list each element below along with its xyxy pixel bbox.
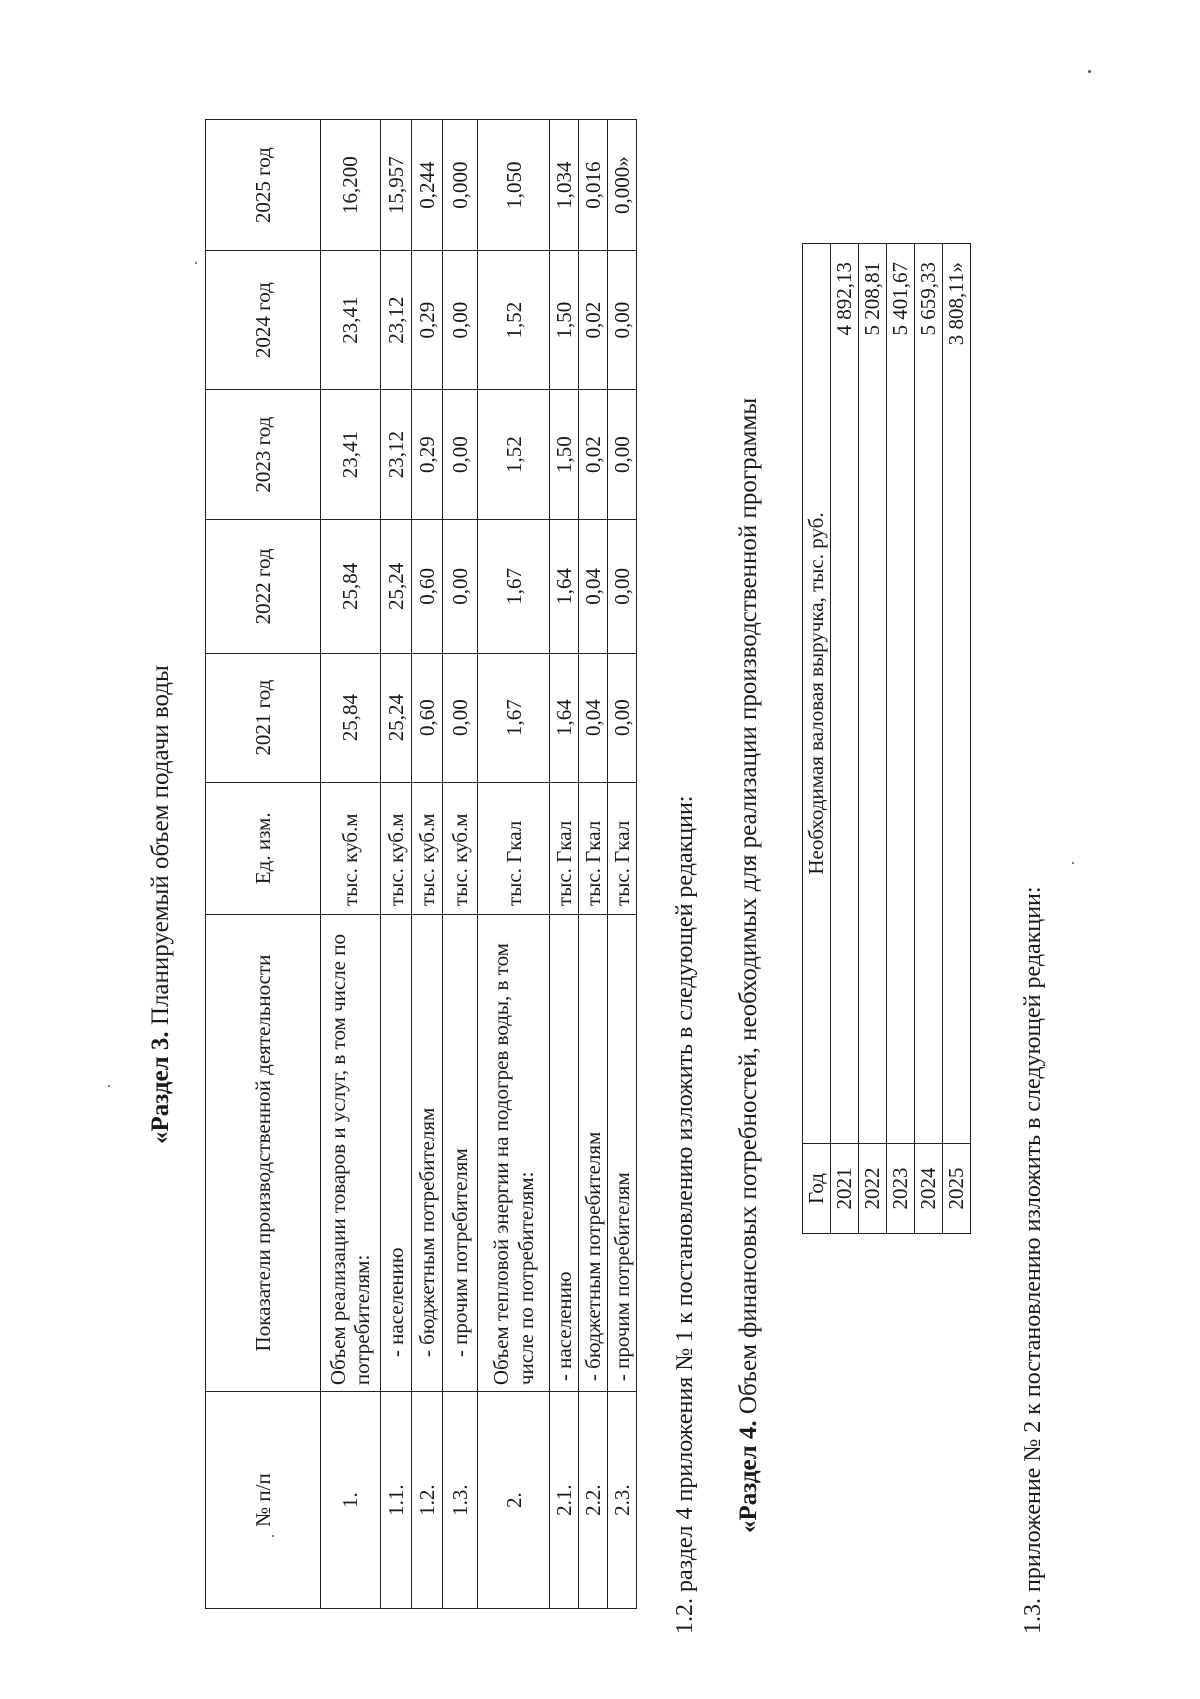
table-row xyxy=(579,120,608,1609)
row-value-2023: 0,00 xyxy=(442,390,477,520)
financial-table-header-row xyxy=(803,244,831,1234)
table-row xyxy=(915,244,943,1234)
row-value-2025: 1,050 xyxy=(477,120,549,251)
row-indicator: - бюджетным потребителям xyxy=(579,914,608,1391)
row-value-2024: 0,00 xyxy=(608,251,637,390)
row-revenue: 5 659,33 xyxy=(915,244,943,1144)
row-value-2023: 0,29 xyxy=(411,390,442,520)
row-value-2024: 23,41 xyxy=(321,251,381,390)
row-year: 2023 xyxy=(887,1144,915,1234)
row-year: 2022 xyxy=(859,1144,887,1234)
row-unit: тыс. Гкал xyxy=(477,782,549,914)
section3-title-rest: Планируемый объем подачи воды xyxy=(147,665,174,1032)
row-value-2021: 1,64 xyxy=(550,653,579,782)
table-row xyxy=(550,120,579,1609)
row-value-2025: 0,016 xyxy=(579,120,608,251)
water-supply-table xyxy=(205,119,637,1609)
row-value-2025: 0,244 xyxy=(411,120,442,251)
row-unit: тыс. Гкал xyxy=(579,782,608,914)
header-year: Год xyxy=(803,1144,831,1234)
row-year: 2025 xyxy=(943,1144,971,1234)
row-value-2024: 0,29 xyxy=(411,251,442,390)
row-value-2023: 0,00 xyxy=(608,390,637,520)
header-indicator: Показатели производственной деятельности xyxy=(206,914,321,1391)
scan-speck xyxy=(108,1085,110,1087)
scan-speck xyxy=(272,1535,274,1537)
row-indicator: Объем тепловой энергии на подогрев воды, в том числе по потребителям: xyxy=(477,914,549,1391)
row-value-2022: 0,00 xyxy=(608,520,637,653)
section4-title-bold: «Раздел 4. xyxy=(735,1420,762,1533)
row-unit: тыс. куб.м xyxy=(442,782,477,914)
row-value-2022: 25,24 xyxy=(380,520,411,653)
header-year-2024: 2024 год xyxy=(206,251,321,390)
row-value-2025: 16,200 xyxy=(321,120,381,251)
row-num: 2.2. xyxy=(579,1392,608,1609)
header-year-2022: 2022 год xyxy=(206,520,321,653)
row-unit: тыс. куб.м xyxy=(411,782,442,914)
header-year-2021: 2021 год xyxy=(206,653,321,782)
row-value-2021: 0,04 xyxy=(579,653,608,782)
section4-title-rest: Объем финансовых потребностей, необходимых для реализации производственной программы xyxy=(735,397,762,1421)
row-num: 2.3. xyxy=(608,1392,637,1609)
table-row xyxy=(442,120,477,1609)
table-row xyxy=(321,120,381,1609)
row-indicator: - прочим потребителям xyxy=(442,914,477,1391)
section3-title xyxy=(147,665,175,1144)
header-year-2023: 2023 год xyxy=(206,390,321,520)
row-value-2021: 0,00 xyxy=(442,653,477,782)
row-revenue: 5 401,67 xyxy=(887,244,915,1144)
row-value-2023: 1,50 xyxy=(550,390,579,520)
row-value-2021: 1,67 xyxy=(477,653,549,782)
row-value-2022: 0,04 xyxy=(579,520,608,653)
table-row xyxy=(411,120,442,1609)
row-value-2025: 0,000» xyxy=(608,120,637,251)
row-num: 2. xyxy=(477,1392,549,1609)
row-indicator: - населению xyxy=(550,914,579,1391)
row-revenue: 5 208,81 xyxy=(859,244,887,1144)
row-value-2023: 1,52 xyxy=(477,390,549,520)
row-value-2025: 1,034 xyxy=(550,120,579,251)
row-num: 1.2. xyxy=(411,1392,442,1609)
row-value-2024: 1,50 xyxy=(550,251,579,390)
paragraph-1-2: 1.2. раздел 4 приложения № 1 к постановлению изложить в следующей редакции: xyxy=(672,795,698,1634)
row-num: 1. xyxy=(321,1392,381,1609)
row-num: 1.3. xyxy=(442,1392,477,1609)
row-unit: тыс. Гкал xyxy=(550,782,579,914)
table-row xyxy=(380,120,411,1609)
table-row xyxy=(831,244,859,1234)
header-revenue: Необходимая валовая выручка, тыс. руб. xyxy=(803,244,831,1144)
row-value-2025: 15,957 xyxy=(380,120,411,251)
row-value-2024: 0,00 xyxy=(442,251,477,390)
row-value-2021: 25,84 xyxy=(321,653,381,782)
row-indicator: - бюджетным потребителям xyxy=(411,914,442,1391)
row-value-2024: 1,52 xyxy=(477,251,549,390)
row-value-2024: 23,12 xyxy=(380,251,411,390)
financial-needs-table xyxy=(802,243,971,1234)
row-value-2021: 0,00 xyxy=(608,653,637,782)
header-num: № п/п xyxy=(206,1392,321,1609)
row-value-2022: 1,67 xyxy=(477,520,549,653)
row-indicator: - населению xyxy=(380,914,411,1391)
row-value-2024: 0,02 xyxy=(579,251,608,390)
row-unit: тыс. Гкал xyxy=(608,782,637,914)
scan-speck xyxy=(1072,862,1074,864)
paragraph-1-3: 1.3. приложение № 2 к постановлению изложить в следующей редакции: xyxy=(1020,886,1046,1634)
row-unit: тыс. куб.м xyxy=(380,782,411,914)
row-value-2022: 25,84 xyxy=(321,520,381,653)
scan-speck xyxy=(195,262,197,264)
header-year-2025: 2025 год xyxy=(206,120,321,251)
header-unit: Ед. изм. xyxy=(206,782,321,914)
row-year: 2021 xyxy=(831,1144,859,1234)
table-row xyxy=(477,120,549,1609)
row-revenue: 4 892,13 xyxy=(831,244,859,1144)
row-indicator: Объем реализации товаров и услуг, в том числе по потребителям: xyxy=(321,914,381,1391)
row-value-2022: 0,60 xyxy=(411,520,442,653)
row-num: 1.1. xyxy=(380,1392,411,1609)
row-value-2021: 25,24 xyxy=(380,653,411,782)
row-value-2025: 0,000 xyxy=(442,120,477,251)
table-row xyxy=(859,244,887,1234)
row-year: 2024 xyxy=(915,1144,943,1234)
row-revenue: 3 808,11» xyxy=(943,244,971,1144)
water-table-header-row xyxy=(206,120,321,1609)
row-value-2023: 23,41 xyxy=(321,390,381,520)
row-unit: тыс. куб.м xyxy=(321,782,381,914)
section4-title xyxy=(735,398,763,1533)
row-num: 2.1. xyxy=(550,1392,579,1609)
table-row xyxy=(943,244,971,1234)
row-value-2022: 0,00 xyxy=(442,520,477,653)
row-value-2023: 23,12 xyxy=(380,390,411,520)
row-value-2022: 1,64 xyxy=(550,520,579,653)
row-value-2023: 0,02 xyxy=(579,390,608,520)
section3-title-bold: «Раздел 3. xyxy=(147,1031,174,1144)
scan-speck xyxy=(1088,70,1091,73)
row-indicator: - прочим потребителям xyxy=(608,914,637,1391)
table-row xyxy=(887,244,915,1234)
table-row xyxy=(608,120,637,1609)
row-value-2021: 0,60 xyxy=(411,653,442,782)
